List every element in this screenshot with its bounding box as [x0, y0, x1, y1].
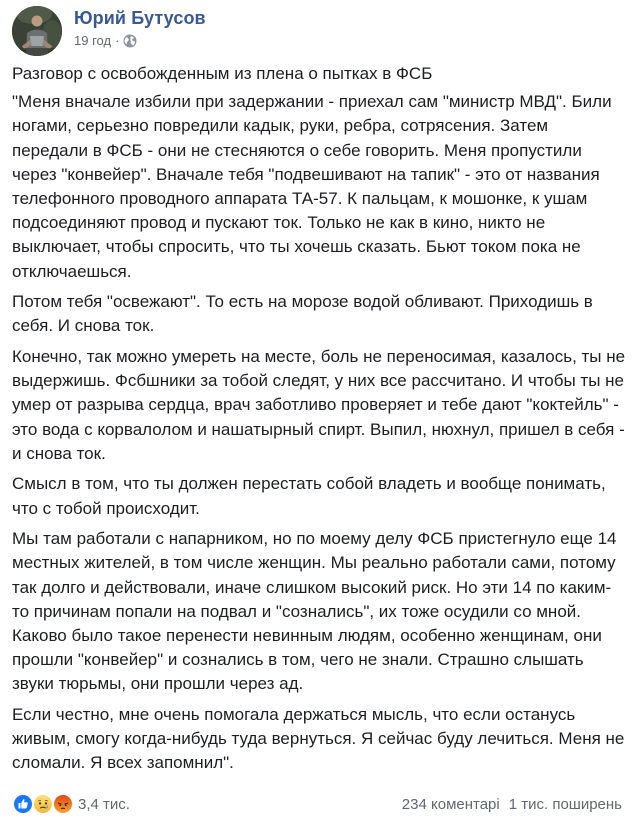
angry-icon[interactable] — [52, 793, 74, 815]
sad-icon[interactable] — [32, 793, 54, 815]
post-paragraph: Конечно, так можно умереть на месте, боль не переносимая, казалось, ты не выдержишь. Фсбшники за тобой следят, у них все рассчитано. И чтобы ты не умер от разрыва сердца, врач заботливо проверяет и тебе дают "коктейль" - это вода с корвалолом и нашатырный спирт. Выпил, нюхнул, пришел в себя - и снова ток. — [12, 347, 626, 463]
author-avatar[interactable] — [12, 6, 62, 56]
post-footer — [12, 793, 622, 815]
reaction-count[interactable]: 3,4 тис. — [78, 795, 130, 813]
post-header — [12, 6, 206, 56]
post-paragraph: Если честно, мне очень помогала держаться мысль, что если останусь живым, смогу когда-нибудь туда вернуться. Я сейчас буду лечиться. Меня не сломали. Я всех запомнил". — [12, 705, 625, 773]
post-body — [12, 62, 628, 782]
meta-separator: · — [115, 33, 120, 48]
post-title-line: Разговор с освобожденным из плена о пытках в ФСБ — [12, 64, 433, 83]
user-avatar-icon — [12, 6, 62, 56]
reaction-icons — [12, 793, 72, 815]
comments-count-link[interactable]: 234 коментарі — [401, 795, 500, 813]
post-paragraph: Потом тебя "освежают". То есть на морозе водой обливают. Приходишь в себя. И снова ток. — [12, 292, 593, 336]
post-meta — [74, 33, 206, 49]
post-paragraph: Смысл в том, что ты должен перестать собой владеть и вообще понимать, что с тобой происходит. — [12, 474, 606, 518]
shares-count-link[interactable]: 1 тис. поширень — [508, 795, 622, 813]
post-stats — [402, 796, 622, 813]
post-paragraph: Мы там работали с напарником, но по моему делу ФСБ пристегнуло еще 14 местных жителей, в том числе женщин. Мы реально работали сами, потому так долго и действовали, иначе слишком высокий риск. Но эти 14 по каким-то причинам попали на подвал и "сознались", их тоже осудили со мной. Каково было такое перенести невинным людям, особенно женщинам, они прошли "конвейер" и сознались в том, чего не знали. Страшно слышать звуки тюрьмы, они прошли через ад. — [12, 529, 617, 694]
post-paragraph: "Меня вначале избили при задержании - приехал сам "министр МВД". Били ногами, серьезно повредили кадык, руки, ребра, сотрясения. Затем передали в ФСБ - они не стесняются о себе говорить. Меня пропустили через "конвейер". Вначале тебя "подвешивают на тапик" - это от названия телефонного проводного аппарата ТА-57. К пальцам, к мошонке, к ушам подсоединяют провод и пускают ток. Только не как в кино, никто не выключает, чтобы спросить, что ты хочешь сказать. Бьют током пока не отключаешься. — [12, 92, 612, 281]
author-name-link[interactable]: Юрий Бутусов — [74, 8, 206, 28]
post-timestamp[interactable]: 19 год — [74, 33, 112, 48]
reactions-summary[interactable] — [12, 793, 130, 815]
globe-icon[interactable] — [123, 34, 137, 48]
like-icon[interactable] — [12, 793, 34, 815]
